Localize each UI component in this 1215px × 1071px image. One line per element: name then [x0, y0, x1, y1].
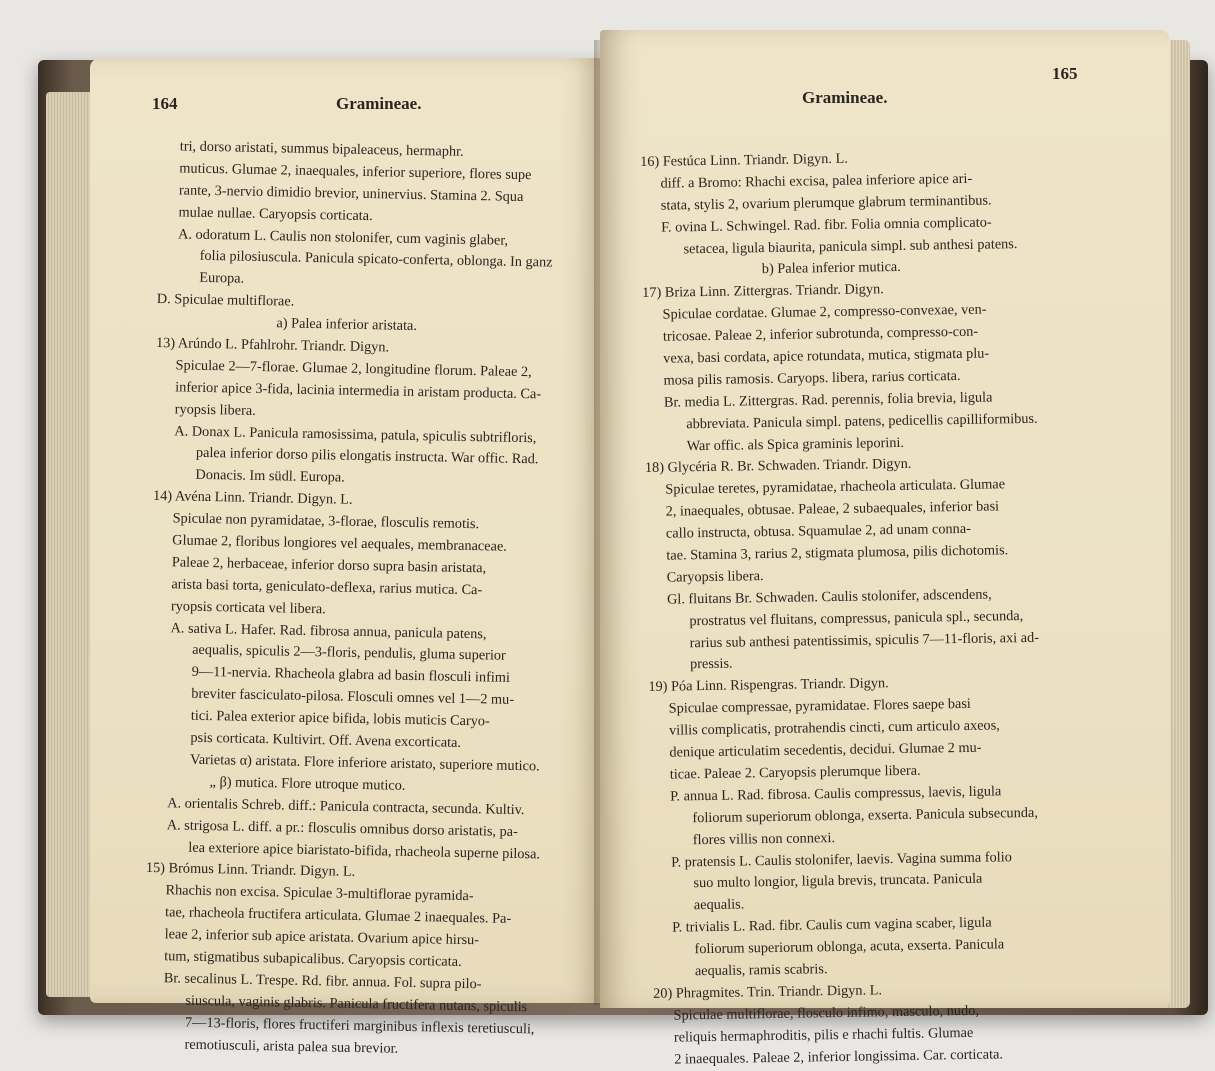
- text-line: A. strigosa L. diff. a pr.: flosculis omnibus dorso aristatis, pa-: [166, 816, 519, 840]
- text-line: arista basi torta, geniculato-deflexa, rarius mutica. Ca-: [171, 576, 483, 599]
- left-page: [90, 58, 602, 1057]
- text-line: suo multo longior, ligula brevis, truncata. Panicula: [693, 871, 983, 892]
- running-head: Gramineae.: [336, 94, 422, 113]
- text-line: Spiculae cordatae. Glumae 2, compresso-convexae, ven-: [662, 301, 987, 323]
- text-line: Br. secalinus L. Trespe. Rd. fibr. annua. Fol. supra pilo-: [163, 970, 482, 993]
- text-line: tici. Palea exterior apice bifida, lobis muticis Caryo-: [190, 707, 490, 730]
- text-line: Varietas α) aristata. Flore inferiore aristato, superiore mutico.: [189, 751, 540, 775]
- text-line: abbreviata. Panicula simpl. patens, pedicellis capilliformibus.: [686, 410, 1038, 432]
- text-line: muticus. Glumae 2, inaequales, inferior superiore, flores supe: [179, 160, 532, 184]
- text-line: flores villis non connexi.: [692, 829, 836, 848]
- text-line: prostratus vel fluitans, compressus, panicula spl., secunda,: [689, 607, 1024, 629]
- text-line: aequalis, ramis scabris.: [694, 961, 828, 980]
- text-line: stata, stylis 2, ovarium plerumque glabrum terminantibus.: [660, 192, 992, 214]
- text-line: diff. a Bromo: Rhachi excisa, palea inferiore apice ari-: [660, 170, 973, 192]
- text-line: 13) Arúndo L. Pfahlrohr. Triandr. Digyn.: [155, 334, 390, 356]
- text-line: Europa.: [199, 270, 245, 287]
- text-line: tricosae. Paleae 2, inferior subrotunda, compresso-con-: [662, 323, 979, 345]
- text-line: Caryopsis libera.: [666, 568, 764, 586]
- text-line: 7—13-floris, flores fructiferi marginibus inflexis teretiusculi,: [184, 1014, 535, 1037]
- text-line: Br. media L. Zittergras. Rad. perennis, folia brevia, ligula: [663, 389, 993, 411]
- text-line: Donacis. Im südl. Europa.: [195, 467, 345, 486]
- text-line: P. pratensis L. Caulis stolonifer, laevis. Vagina summa folio: [671, 848, 1012, 871]
- text-line: 9—11-nervia. Rhacheola glabra ad basin flosculi infimi: [191, 664, 511, 687]
- text-line: Spiculae non pyramidatae, 3-florae, flosculis remotis.: [172, 510, 480, 533]
- text-line: „ β) mutica. Flore utroque mutico.: [209, 773, 406, 794]
- text-line: ryopsis libera.: [174, 401, 256, 419]
- text-line: A. Donax L. Panicula ramosissima, patula, spiculis subtrifloris,: [174, 422, 537, 446]
- text-line: Spiculae 2—7-florae. Glumae 2, longitudine florum. Paleae 2,: [175, 357, 532, 381]
- text-line: 16) Festúca Linn. Triandr. Digyn. L.: [640, 150, 848, 170]
- text-line: tae. Stamina 3, rarius 2, stigmata plumosa, pilis dichotomis.: [666, 542, 1009, 564]
- text-line: mulae nullae. Caryopsis corticata.: [178, 204, 373, 224]
- text-line: inferior apice 3-fida, lacinia intermedia in aristam producta. Ca-: [175, 379, 542, 403]
- text-line: Rhachis non excisa. Spiculae 3-multiflorae pyramida-: [165, 882, 474, 905]
- text-line: Spiculae compressae, pyramidatae. Flores saepe basi: [668, 696, 971, 717]
- text-line: folia pilosiuscula. Panicula spicato-conferta, oblonga. In ganz: [199, 248, 553, 272]
- text-line: F. ovina L. Schwingel. Rad. fibr. Folia omnia complicato-: [661, 214, 992, 236]
- text-line: Glumae 2, floribus longiores vel aequales, membranaceae.: [172, 532, 508, 555]
- running-head: Gramineae.: [802, 88, 888, 107]
- text-line: denique articulatim secedentis, decidui. Glumae 2 mu-: [669, 739, 982, 761]
- text-line: A. sativa L. Hafer. Rad. fibrosa annua, panicula patens,: [170, 619, 487, 642]
- text-line: rarius sub anthesi patentissimis, spiculis 7—11-floris, axi ad-: [689, 629, 1040, 651]
- text-line: aequalis, spiculis 2—3-floris, pendulis, gluma superior: [191, 642, 506, 665]
- text-line: A. odoratum L. Caulis non stolonifer, cum vaginis glaber,: [177, 225, 509, 249]
- text-line: ryopsis corticata vel libera.: [170, 598, 326, 617]
- text-line: 2 inaequales. Paleae 2, inferior longissima. Car. corticata.: [674, 1045, 1004, 1068]
- text-line: P. annua L. Rad. fibrosa. Caulis compressus, laevis, ligula: [670, 783, 1002, 805]
- page-number: 165: [1052, 64, 1078, 83]
- text-line: 19) Póa Linn. Rispengras. Triandr. Digyn.: [648, 675, 889, 696]
- text-line: A. orientalis Schreb. diff.: Panicula contracta, secunda. Kultiv.: [167, 794, 525, 818]
- text-line: breviter fasciculato-pilosa. Flosculi omnes vel 1—2 mu-: [191, 685, 515, 709]
- text-line: foliorum superiorum oblonga, acuta, exserta. Panicula: [694, 936, 1005, 958]
- text-line: foliorum superiorum oblonga, exserta. Panicula subsecunda,: [692, 804, 1038, 826]
- text-line: rante, 3-nervio dimidio brevior, uninervius. Stamina 2. Squa: [178, 182, 524, 205]
- text-line: lea exteriore apice biaristato-bifida, rhacheola superne pilosa.: [188, 839, 541, 862]
- text-line: 15) Brómus Linn. Triandr. Digyn. L.: [145, 860, 356, 881]
- left-text-block: [142, 136, 555, 1063]
- text-line: tri, dorso aristati, summus bipaleaceus, hermaphr.: [179, 138, 464, 160]
- page-number: 164: [152, 94, 178, 113]
- text-line: P. trivialis L. Rad. fibr. Caulis cum vagina scaber, ligula: [672, 914, 992, 936]
- text-line: psis corticata. Kultivirt. Off. Avena excorticata.: [190, 729, 462, 751]
- text-line: 17) Briza Linn. Zittergras. Triandr. Digyn.: [642, 281, 884, 302]
- right-page: [600, 30, 1170, 1068]
- text-line: 2, inaequales, obtusae. Paleae, 2 subaequales, inferior basi: [665, 498, 1000, 520]
- text-line: 18) Glycéria R. Br. Schwaden. Triandr. Digyn.: [644, 456, 912, 477]
- text-line: War offic. als Spica graminis leporini.: [686, 434, 905, 454]
- left-page-edges: [46, 92, 96, 997]
- text-line: palea inferior dorso pilis elongatis instructa. War offic. Rad.: [195, 445, 539, 468]
- text-line: remotiusculi, arista palea sua brevior.: [184, 1036, 399, 1057]
- text-line: 14) Avéna Linn. Triandr. Digyn. L.: [152, 488, 353, 509]
- text-line: ticae. Paleae 2. Caryopsis plerumque libera.: [669, 762, 921, 783]
- text-line: tae, rhacheola fructifera articulata. Glumae 2 inaequales. Pa-: [164, 904, 512, 928]
- text-line: pressis.: [689, 656, 733, 673]
- text-line: b) Palea inferior mutica.: [761, 259, 901, 278]
- text-line: 20) Phragmites. Trin. Triandr. Digyn. L.: [653, 982, 883, 1002]
- text-line: a) Palea inferior aristata.: [276, 315, 418, 335]
- right-text-block: [640, 146, 1048, 1071]
- text-line: villis complicatis, protrahendis cincti, cum articulo axeos,: [668, 717, 1000, 739]
- text-line: Gl. fluitans Br. Schwaden. Caulis stolonifer, adscendens,: [666, 586, 992, 608]
- text-line: mosa pilis ramosis. Caryops. libera, rarius corticata.: [663, 367, 961, 389]
- text-line: tum, stigmatibus subapicalibus. Caryopsis corticata.: [164, 948, 462, 970]
- text-line: Spiculae multiflorae, flosculo infimo, masculo, nudo,: [673, 1002, 979, 1024]
- text-line: reliquis hermaphroditis, pilis e rhachi fultis. Glumae: [673, 1024, 974, 1046]
- text-line: D. Spiculae multiflorae.: [156, 291, 295, 310]
- text-line: vexa, basi cordata, apice rotundata, mutica, stigmata plu-: [663, 345, 990, 367]
- text-line: siuscula, vaginis glabris. Panicula fructifera nutans, spiculis: [185, 992, 528, 1015]
- text-line: callo instructa, obtusa. Squamulae 2, ad unam conna-: [665, 520, 972, 542]
- text-line: Paleae 2, herbaceae, inferior dorso supra basin aristata,: [171, 554, 487, 577]
- text-line: aequalis.: [693, 896, 745, 914]
- text-line: leae 2, inferior sub apice aristata. Ovarium apice hirsu-: [164, 926, 480, 949]
- text-line: setacea, ligula biaurita, panicula simpl. sub anthesi patens.: [683, 235, 1018, 257]
- text-line: Spiculae teretes, pyramidatae, rhacheola articulata. Glumae: [665, 476, 1006, 499]
